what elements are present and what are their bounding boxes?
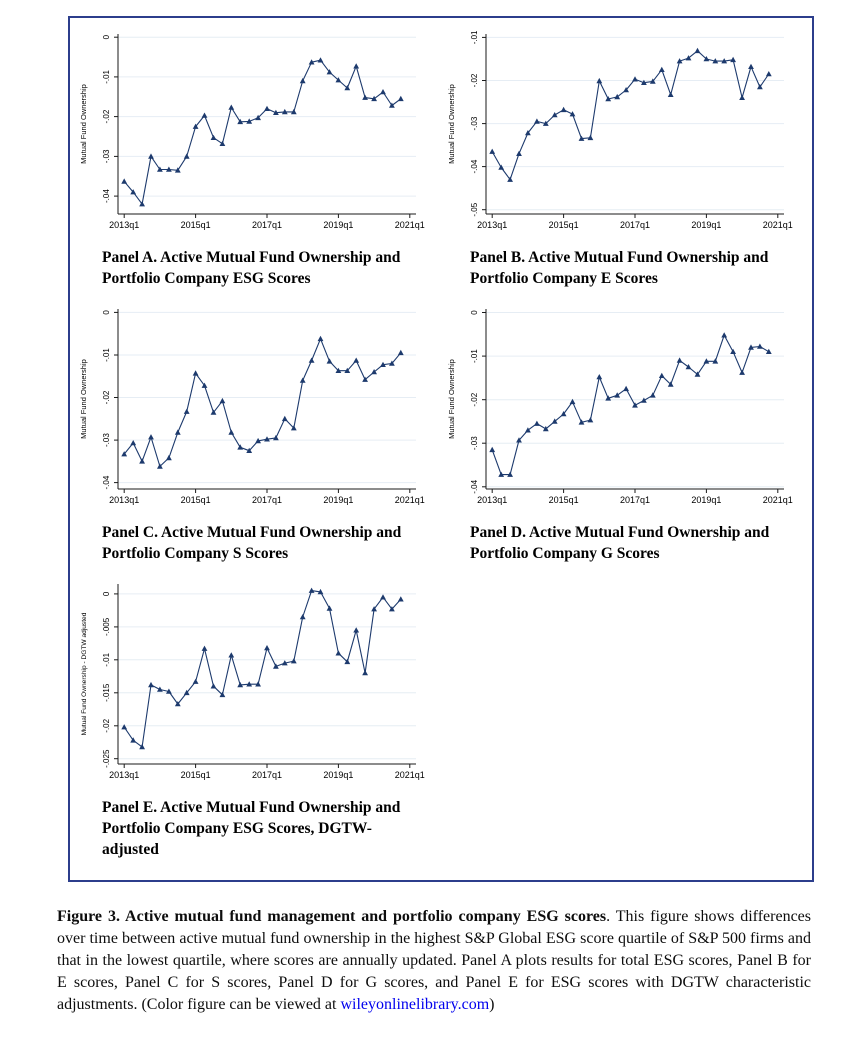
panel-c-y-axis-label: Mutual Fund Ownership bbox=[79, 358, 88, 439]
svg-text:2019q1: 2019q1 bbox=[691, 494, 722, 505]
panel-d-title: Panel D. Active Mutual Fund Ownership and Portfolio Company G Scores bbox=[470, 523, 770, 563]
svg-text:2015q1: 2015q1 bbox=[180, 769, 211, 780]
panel-b bbox=[444, 24, 812, 299]
svg-text:-.01: -.01 bbox=[470, 348, 479, 363]
panel-a-axes bbox=[79, 34, 425, 230]
svg-text:0: 0 bbox=[102, 34, 111, 40]
panel-b-title: Panel B. Active Mutual Fund Ownership and Portfolio Company E Scores bbox=[470, 249, 769, 288]
svg-text:2013q1: 2013q1 bbox=[477, 494, 508, 505]
panel-b-line bbox=[492, 51, 769, 180]
svg-text:0: 0 bbox=[102, 591, 111, 596]
svg-text:-.01: -.01 bbox=[102, 70, 111, 84]
panel-a-gridlines bbox=[118, 37, 416, 196]
panel-e-line bbox=[124, 590, 401, 746]
panel-a-markers bbox=[121, 57, 403, 206]
svg-text:2013q1: 2013q1 bbox=[109, 220, 140, 230]
svg-text:2021q1: 2021q1 bbox=[762, 220, 793, 230]
svg-text:-.03: -.03 bbox=[470, 116, 479, 131]
svg-text:2017q1: 2017q1 bbox=[619, 494, 651, 505]
panel-a-line bbox=[124, 60, 401, 204]
panel-d-axes bbox=[447, 309, 793, 505]
panel-c-title: Panel C. Active Mutual Fund Ownership and Portfolio Company S Scores bbox=[102, 523, 402, 563]
svg-text:2019q1: 2019q1 bbox=[323, 769, 354, 780]
panel-c-gridlines bbox=[118, 312, 416, 482]
svg-text:2015q1: 2015q1 bbox=[180, 494, 211, 505]
panel-d bbox=[444, 299, 812, 574]
caption-body: . This figure shows differences over time between active mutual fund ownership in the highest S&P Global ESG score quartile of S&P 500 firms and that in the lowest quartile, where scores are annually updated. Panel A plots results for total ESG scores, Panel B for E scores, Panel C for S scores, Panel D for G scores, and Panel E for ESG scores with DGTW characteristic adjustments. (Color figure can be viewed at bbox=[57, 908, 812, 1013]
panel-e-chart bbox=[76, 574, 428, 792]
panel-b-axes bbox=[447, 30, 793, 230]
panel-c-chart bbox=[76, 299, 428, 517]
svg-text:-.01: -.01 bbox=[102, 347, 111, 362]
svg-text:-.03: -.03 bbox=[470, 436, 479, 450]
svg-text:-.02: -.02 bbox=[102, 718, 111, 733]
svg-text:-.015: -.015 bbox=[102, 683, 111, 702]
panel-e bbox=[76, 574, 444, 870]
svg-text:-.02: -.02 bbox=[102, 390, 111, 405]
svg-text:2015q1: 2015q1 bbox=[548, 494, 579, 505]
svg-text:-.04: -.04 bbox=[470, 479, 479, 494]
panel-c-axes bbox=[79, 309, 425, 505]
svg-text:-.04: -.04 bbox=[102, 475, 111, 490]
svg-text:2017q1: 2017q1 bbox=[251, 769, 283, 780]
panel-a-title: Panel A. Active Mutual Fund Ownership and Portfolio Company ESG Scores bbox=[102, 249, 401, 288]
panel-a-chart bbox=[76, 24, 428, 242]
panel-b-y-axis-label: Mutual Fund Ownership bbox=[447, 84, 456, 164]
svg-text:0: 0 bbox=[102, 309, 111, 315]
svg-text:2021q1: 2021q1 bbox=[394, 220, 425, 230]
panel-b-chart bbox=[444, 24, 796, 242]
figure-caption bbox=[57, 906, 811, 1016]
svg-text:2017q1: 2017q1 bbox=[251, 220, 283, 230]
panel-e-gridlines bbox=[118, 593, 416, 758]
panel-e-title: Panel E. Active Mutual Fund Ownership and Portfolio Company ESG Scores, DGTW-adjusted bbox=[102, 798, 401, 859]
svg-text:2019q1: 2019q1 bbox=[323, 220, 354, 230]
svg-text:-.01: -.01 bbox=[470, 30, 479, 45]
panel-b-gridlines bbox=[486, 37, 784, 209]
figure-box bbox=[68, 16, 814, 882]
svg-text:2013q1: 2013q1 bbox=[109, 494, 140, 505]
svg-text:-.04: -.04 bbox=[470, 159, 479, 174]
svg-text:-.02: -.02 bbox=[470, 73, 479, 88]
svg-text:-.03: -.03 bbox=[102, 149, 111, 164]
svg-text:2019q1: 2019q1 bbox=[691, 220, 722, 230]
svg-text:0: 0 bbox=[470, 310, 479, 315]
svg-text:2015q1: 2015q1 bbox=[548, 220, 579, 230]
panel-d-markers bbox=[489, 332, 771, 477]
svg-text:2017q1: 2017q1 bbox=[619, 220, 651, 230]
panel-b-markers bbox=[489, 48, 771, 182]
svg-text:-.025: -.025 bbox=[102, 749, 111, 768]
svg-text:2021q1: 2021q1 bbox=[762, 494, 793, 505]
panel-d-y-axis-label: Mutual Fund Ownership bbox=[447, 358, 456, 439]
panel-c-line bbox=[124, 339, 401, 467]
svg-text:-.02: -.02 bbox=[470, 392, 479, 407]
svg-text:2017q1: 2017q1 bbox=[251, 494, 283, 505]
svg-text:-.02: -.02 bbox=[102, 109, 111, 124]
caption-close-paren: ) bbox=[489, 995, 495, 1013]
svg-text:-.005: -.005 bbox=[102, 617, 111, 636]
caption-bold-lead: Figure 3. Active mutual fund management and portfolio company ESG scores bbox=[57, 908, 607, 925]
wiley-link[interactable]: wileyonlinelibrary.com bbox=[340, 995, 490, 1013]
svg-text:-.04: -.04 bbox=[102, 189, 111, 203]
svg-text:2021q1: 2021q1 bbox=[394, 769, 425, 780]
svg-text:-.01: -.01 bbox=[102, 652, 111, 667]
panel-c bbox=[76, 299, 444, 574]
panel-d-chart bbox=[444, 299, 796, 517]
panel-a bbox=[76, 24, 444, 299]
svg-text:-.03: -.03 bbox=[102, 432, 111, 447]
svg-text:2019q1: 2019q1 bbox=[323, 494, 354, 505]
panel-a-y-axis-label: Mutual Fund Ownership bbox=[79, 84, 88, 164]
svg-text:2013q1: 2013q1 bbox=[109, 769, 140, 780]
svg-text:-.05: -.05 bbox=[470, 202, 479, 217]
panel-e-y-axis-label: Mutual Fund Ownership - DGTW adjusted bbox=[81, 612, 88, 735]
svg-text:2013q1: 2013q1 bbox=[477, 220, 508, 230]
svg-text:2015q1: 2015q1 bbox=[180, 220, 211, 230]
svg-text:2021q1: 2021q1 bbox=[394, 494, 425, 505]
panel-c-markers bbox=[121, 336, 403, 469]
panel-d-gridlines bbox=[486, 312, 784, 486]
